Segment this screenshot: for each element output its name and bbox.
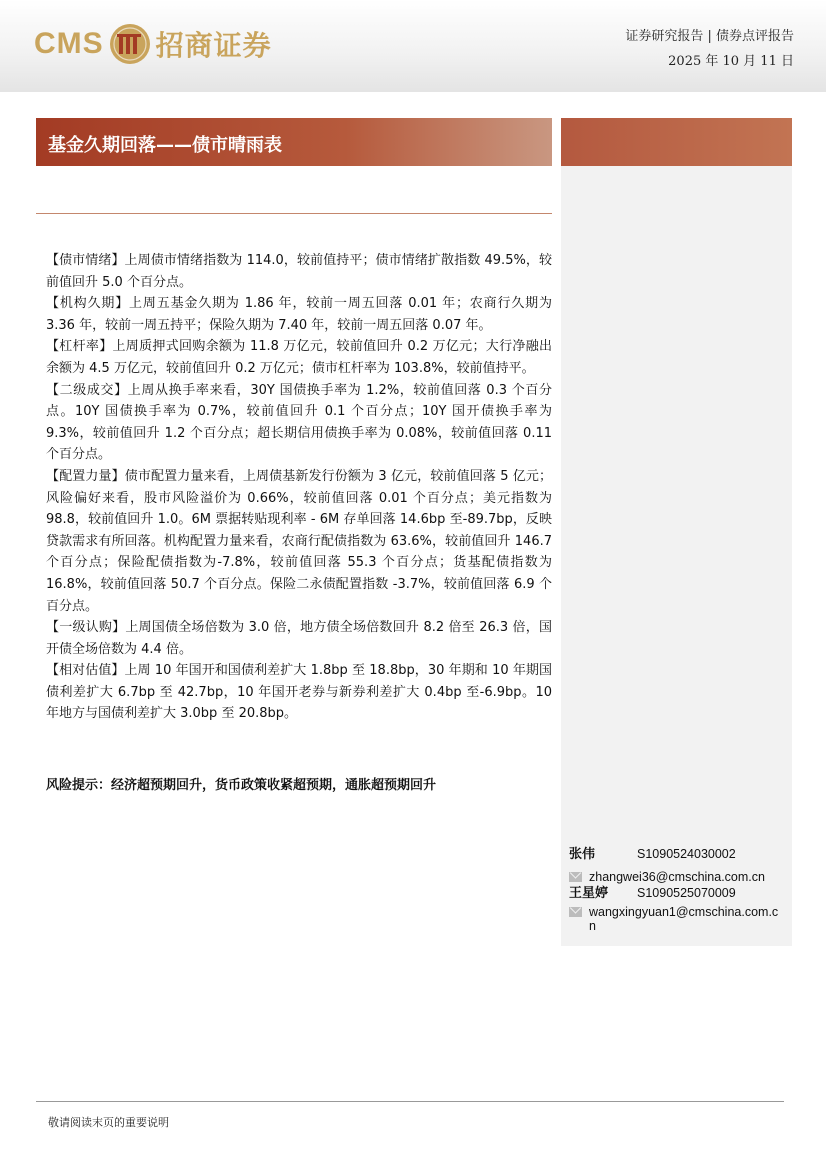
footer-divider (36, 1101, 784, 1102)
footer-note: 敬请阅读末页的重要说明 (48, 1116, 169, 1129)
analyst-name: 张伟 (569, 847, 596, 862)
report-title: 基金久期回落——债市晴雨表 (48, 135, 282, 156)
report-date: 2025 年 10 月 11 日 (668, 54, 794, 69)
side-title-bar (561, 118, 792, 166)
mail-icon (569, 907, 582, 917)
para-primary-subscription: 【一级认购】上周国债全场倍数为 3.0 倍，地方债全场倍数回升 8.2 倍至 26.3 倍，国开债全场倍数为 4.4 倍。 (46, 620, 552, 657)
logo-emblem-icon (108, 22, 152, 66)
title-bar (36, 118, 552, 166)
analyst-cert: S1090524030002 (637, 847, 736, 861)
report-type: 证券研究报告 | 债券点评报告 (625, 29, 794, 44)
risk-warning: 风险提示：经济超预期回升，货币政策收紧超预期，通胀超预期回升 (46, 778, 437, 793)
mail-icon (569, 872, 582, 882)
para-relative-valuation: 【相对估值】上周 10 年国开和国债利差扩大 1.8bp 至 18.8bp，30 年期和 10 年期国债利差扩大 6.7bp 至 42.7bp，10 年国开老券与新券利差扩大 0.4bp 至-6.9bp。10 年地方与国债利差扩大 3.0bp 至 20.8bp。 (46, 663, 552, 722)
report-body (46, 250, 552, 725)
analyst-card (569, 882, 784, 933)
para-bond-sentiment: 【债市情绪】上周债市情绪指数为 114.0，较前值持平；债市情绪扩散指数 49.5%，较前值回升 5.0 个百分点。 (46, 253, 552, 290)
logo-en: CMS (34, 27, 104, 60)
para-institution-duration: 【机构久期】上周五基金久期为 1.86 年，较前一周五回落 0.01 年；农商行久期为 3.36 年，较前一周五持平；保险久期为 7.40 年，较前一周五回落 0.07 年。 (46, 296, 552, 333)
analyst-card (569, 843, 784, 884)
analyst-name: 王星婷 (569, 886, 609, 901)
analyst-email[interactable]: zhangwei36@cmschina.com.cn (589, 870, 765, 884)
analyst-email[interactable]: wangxingyuan1@cmschina.com.cn (589, 905, 779, 933)
side-panel (561, 166, 792, 946)
company-logo (34, 22, 272, 66)
title-divider (36, 213, 552, 214)
para-secondary-trading: 【二级成交】上周从换手率来看，30Y 国债换手率为 1.2%，较前值回落 0.3 个百分点。10Y 国债换手率为 0.7%，较前值回升 0.1 个百分点；10Y 国开债换手率为 9.3%，较前值回升 1.2 个百分点；超长期信用债换手率为 0.08%，较前值回落 0.11 个百分点。 (46, 382, 552, 463)
para-allocation: 【配置力量】债市配置力量来看，上周债基新发行份额为 3 亿元，较前值回落 5 亿元；风险偏好来看，股市风险溢价为 0.66%，较前值回落 0.01 个百分点；美元指数为 98.8，较前值回升 1.0。6M 票据转贴现利率 - 6M 存单回落 14.6bp 至-89.7bp，反映贷款需求有所回落。机构配置力量来看，农商行配债指数为 63.6%，较前值回升 146.7 个百分点；保险配债指数为-7.8%，较前值回落 55.3 个百分点；货基配债指数为 16.8%，较前值回落 50.7 个百分点。保险二永债配置指数 -3.7%，较前值回落 6.9 个百分点。 (46, 468, 552, 614)
para-leverage: 【杠杆率】上周质押式回购余额为 11.8 万亿元，较前值回升 0.2 万亿元；大行净融出余额为 4.5 万亿元，较前值回升 0.2 万亿元；债市杠杆率为 103.8%，较前值持平。 (46, 339, 552, 376)
logo-cn: 招商证券 (155, 29, 272, 62)
analyst-cert: S1090525070009 (637, 886, 736, 900)
